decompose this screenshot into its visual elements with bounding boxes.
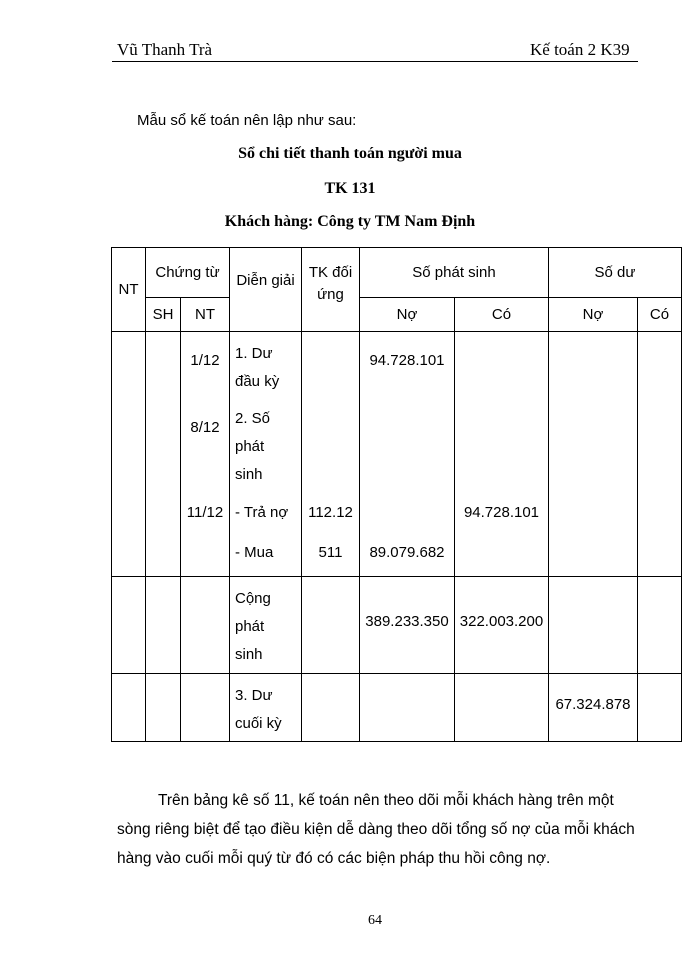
header-chung-tu: Chứng từ xyxy=(146,248,230,298)
desc-4: - Mua xyxy=(235,544,274,561)
total-co: 322.003.200 xyxy=(459,613,544,630)
desc-2: 2. Số phát sinh xyxy=(235,410,271,483)
header-ps-co: Có xyxy=(455,298,549,332)
cell-sh xyxy=(146,674,181,742)
header-du-no: Nợ xyxy=(549,298,638,332)
table-row xyxy=(112,674,682,742)
cell-ps-co xyxy=(455,332,549,577)
desc-1: 1. Dư đầu kỳ xyxy=(235,345,280,390)
cell-du-co xyxy=(638,577,682,674)
ps-no-1: 94.728.101 xyxy=(369,352,445,369)
total-desc: Cộng phát sinh xyxy=(235,590,271,663)
header-author: Vũ Thanh Trà xyxy=(117,40,213,59)
cell-sh xyxy=(146,577,181,674)
date-1: 1/12 xyxy=(190,352,220,369)
cell-ct-nt xyxy=(181,332,230,577)
cell-du-no xyxy=(549,674,638,742)
cell-tk xyxy=(302,674,360,742)
cell-tk xyxy=(302,332,360,577)
cell-du-no xyxy=(549,332,638,577)
desc-3: - Trả nợ xyxy=(235,504,289,521)
cell-ct-nt xyxy=(181,577,230,674)
date-3: 11/12 xyxy=(186,504,224,521)
table-row xyxy=(112,332,682,577)
cell-sh xyxy=(146,332,181,577)
header-divider xyxy=(112,61,638,62)
cell-dien-giai xyxy=(230,674,302,742)
ps-co-1: 94.728.101 xyxy=(463,504,540,521)
closing-du-no: 67.324.878 xyxy=(555,696,631,713)
cell-du-co xyxy=(638,674,682,742)
tk-2: 511 xyxy=(318,544,343,561)
cell-du-co xyxy=(638,332,682,577)
intro-text: Mẫu sổ kế toán nên lập như sau: xyxy=(137,112,357,129)
header-so-du: Số dư xyxy=(549,248,682,298)
cell-ps-no xyxy=(360,674,455,742)
cell-dien-giai xyxy=(230,332,302,577)
customer-title: Khách hàng: Công ty TM Nam Định xyxy=(224,213,476,230)
date-2: 8/12 xyxy=(190,419,220,436)
total-no: 389.233.350 xyxy=(365,613,449,630)
cell-tk xyxy=(302,577,360,674)
paragraph-text: Trên bảng kê số 11, kế toán nên theo dõi mỗi khách hàng trên một sòng riêng biệt để tạo điều kiện dễ dàng theo dõi tổng số nợ của mỗi khách hàng vào cuối mỗi quý từ đó có các biện pháp thu hồi công nợ. xyxy=(117,792,635,867)
cell-nt xyxy=(112,332,146,577)
header-course: Kế toán 2 K39 xyxy=(530,40,630,59)
cell-ps-no xyxy=(360,332,455,577)
header-so-phat-sinh: Số phát sinh xyxy=(360,248,549,298)
cell-ps-co xyxy=(455,674,549,742)
header-ct-nt: NT xyxy=(181,298,230,332)
cell-dien-giai xyxy=(230,577,302,674)
ledger-table xyxy=(111,247,682,742)
tk-1: 112.12 xyxy=(308,504,353,521)
cell-ps-co xyxy=(455,577,549,674)
cell-ct-nt xyxy=(181,674,230,742)
header-dien-giai: Diễn giải xyxy=(230,248,302,332)
cell-nt xyxy=(112,674,146,742)
cell-ps-no xyxy=(360,577,455,674)
header-sh: SH xyxy=(146,298,181,332)
header-ps-no: Nợ xyxy=(360,298,455,332)
account-title: TK 131 xyxy=(324,180,376,197)
cell-nt xyxy=(112,577,146,674)
ps-no-2: 89.079.682 xyxy=(369,544,445,561)
body-paragraph xyxy=(117,786,647,873)
header-nt: NT xyxy=(112,248,146,332)
cell-du-no xyxy=(549,577,638,674)
table-row xyxy=(112,577,682,674)
book-title: Sổ chi tiết thanh toán người mua xyxy=(238,145,462,162)
header-tk-doi-ung: TK đối ứng xyxy=(302,248,360,332)
header-du-co: Có xyxy=(638,298,682,332)
closing-desc: 3. Dư cuối kỳ xyxy=(235,687,282,732)
page-number: 64 xyxy=(368,913,382,928)
